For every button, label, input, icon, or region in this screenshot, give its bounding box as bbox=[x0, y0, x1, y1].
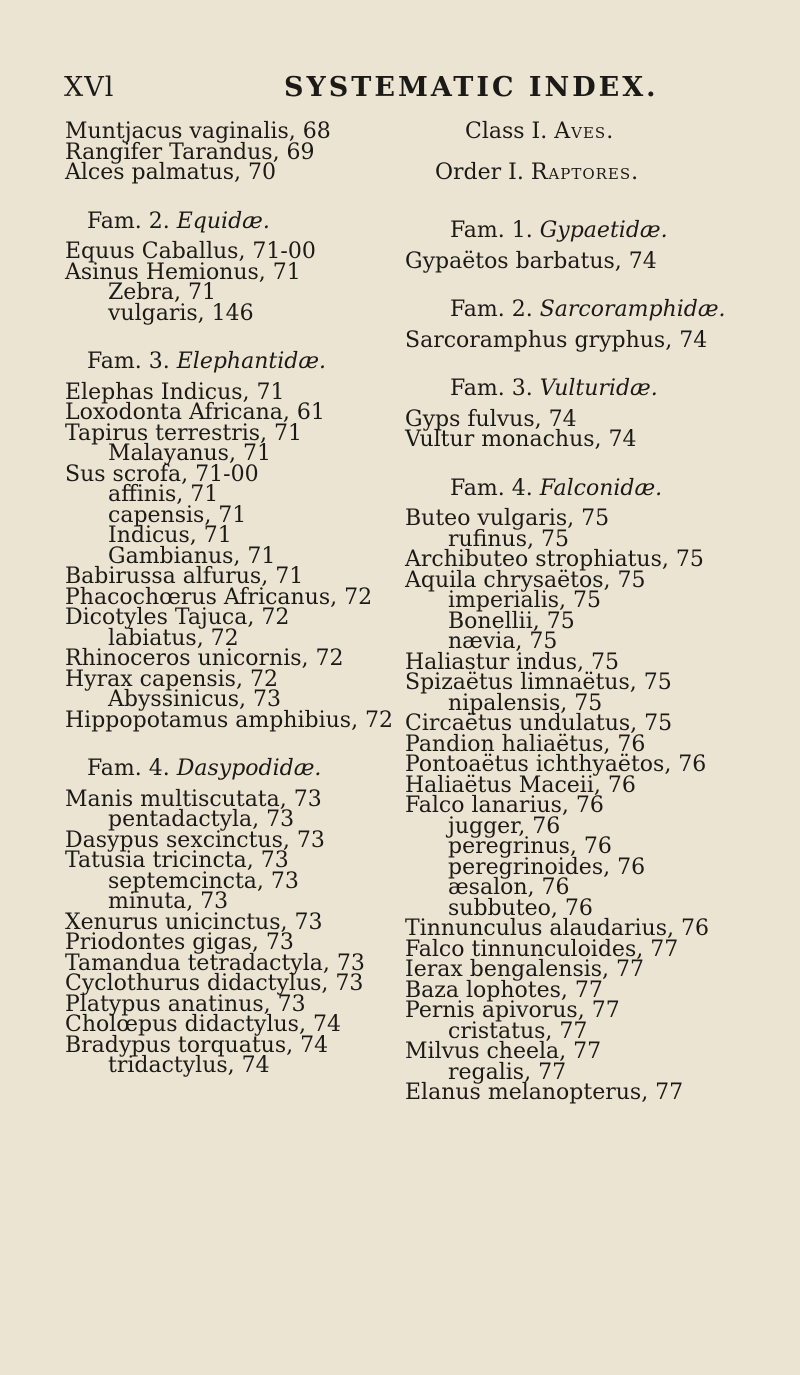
index-entry: Aquila chrysaëtos, 75 bbox=[405, 567, 646, 593]
index-entry: Pandion haliaëtus, 76 bbox=[405, 731, 646, 757]
family-heading bbox=[65, 756, 420, 781]
right-column bbox=[405, 119, 785, 1105]
index-entry: Sarcoramphus gryphus, 74 bbox=[405, 327, 708, 353]
family-heading bbox=[405, 376, 785, 401]
heading-name: Raptores. bbox=[530, 159, 640, 185]
index-subentry: jugger, 76 bbox=[448, 813, 561, 839]
index-entry: Spizaëtus limnaëtus, 75 bbox=[405, 670, 672, 695]
heading-prefix: Fam. 3. bbox=[87, 349, 177, 374]
index-subentry: septemcincta, 73 bbox=[108, 868, 299, 894]
index-entry: Priodontes gigas, 73 bbox=[65, 930, 294, 955]
spacer bbox=[405, 351, 785, 379]
heading-name: Falconidæ. bbox=[539, 475, 663, 501]
index-entry: Archibuteo strophiatus, 75 bbox=[405, 547, 704, 572]
index-entry: Tamandua tetradactyla, 73 bbox=[65, 950, 365, 976]
index-entry: Manis multiscutata, 73 bbox=[65, 786, 322, 812]
index-subentry: tridactylus, 74 bbox=[108, 1053, 270, 1078]
index-subentry: capensis, 71 bbox=[108, 502, 247, 528]
index-subentry: nipalensis, 75 bbox=[448, 690, 603, 716]
index-subentry: minuta, 73 bbox=[108, 889, 229, 914]
page-header bbox=[0, 66, 800, 106]
spacer bbox=[405, 183, 785, 193]
index-entry: Haliastur indus, 75 bbox=[405, 649, 620, 675]
index-entry: Tatusia tricincta, 73 bbox=[65, 848, 289, 873]
index-subentry: vulgaris, 146 bbox=[108, 300, 254, 326]
index-subentry: labiatus, 72 bbox=[108, 625, 239, 651]
index-entry: Dasypus sexcinctus, 73 bbox=[65, 827, 325, 853]
index-entry: Vultur monachus, 74 bbox=[405, 427, 637, 452]
index-subentry: regalis, 77 bbox=[448, 1059, 567, 1085]
class-heading bbox=[405, 119, 785, 144]
index-entry: Hyrax capensis, 72 bbox=[65, 666, 278, 692]
index-entry: Cyclothurus didactylus, 73 bbox=[65, 971, 364, 996]
index-subentry: Bonellii, 75 bbox=[448, 608, 575, 634]
heading-name: Equidæ. bbox=[176, 208, 270, 234]
index-subentry: rufinus, 75 bbox=[448, 526, 569, 552]
index-entry: Platypus anatinus, 73 bbox=[65, 991, 306, 1017]
heading-prefix: Class I. bbox=[465, 119, 555, 144]
heading-prefix: Fam. 4. bbox=[87, 756, 177, 781]
index-entry: Falco lanarius, 76 bbox=[405, 793, 604, 818]
index-entry: Haliaëtus Maceii, 76 bbox=[405, 772, 636, 798]
family-heading bbox=[405, 218, 785, 243]
index-subentry: affinis, 71 bbox=[108, 482, 219, 507]
index-subentry: pentadactyla, 73 bbox=[108, 807, 295, 832]
order-heading bbox=[405, 159, 785, 185]
index-entry: Elephas Indicus, 71 bbox=[65, 379, 285, 405]
spacer bbox=[65, 184, 420, 212]
index-entry: Gyps fulvus, 74 bbox=[405, 406, 577, 432]
left-column bbox=[65, 119, 420, 1078]
spacer bbox=[65, 324, 420, 352]
spacer bbox=[405, 193, 785, 221]
heading-prefix: Fam. 2. bbox=[87, 208, 177, 234]
heading-prefix: Order I. bbox=[435, 159, 531, 185]
spacer bbox=[405, 143, 785, 153]
index-subentry: æsalon, 76 bbox=[448, 875, 570, 900]
index-entry: Baza lophotes, 77 bbox=[405, 977, 603, 1003]
index-entry: Phacochœrus Africanus, 72 bbox=[65, 584, 373, 610]
running-title: SYSTEMATIC INDEX. bbox=[284, 72, 659, 103]
family-heading bbox=[65, 349, 420, 374]
index-subentry: nævia, 75 bbox=[448, 629, 558, 654]
index-subentry: subbuteo, 76 bbox=[448, 895, 593, 921]
page-number: XVl bbox=[64, 72, 115, 103]
heading-prefix: Fam. 4. bbox=[450, 475, 540, 501]
index-entry: Ierax bengalensis, 77 bbox=[405, 957, 645, 982]
index-entry: Rangifer Tarandus, 69 bbox=[65, 139, 315, 165]
index-subentry: peregrinus, 76 bbox=[448, 834, 612, 859]
index-entry: Sus scrofa, 71-00 bbox=[65, 461, 259, 487]
index-entry: Babirussa alfurus, 71 bbox=[65, 564, 304, 589]
heading-name: Dasypodidæ. bbox=[176, 756, 322, 781]
index-entry: Buteo vulgaris, 75 bbox=[405, 506, 610, 531]
index-entry: Tapirus terrestris, 71 bbox=[65, 420, 303, 446]
spacer bbox=[405, 451, 785, 479]
spacer bbox=[65, 731, 420, 759]
index-subentry: Abyssinicus, 73 bbox=[108, 687, 281, 712]
heading-prefix: Fam. 3. bbox=[450, 376, 540, 401]
heading-name: Elephantidæ. bbox=[176, 349, 327, 374]
family-heading bbox=[405, 475, 785, 501]
family-heading bbox=[65, 208, 420, 234]
heading-name: Gypaetidæ. bbox=[539, 218, 668, 243]
index-entry: Xenurus unicinctus, 73 bbox=[65, 909, 323, 935]
index-entry: Equus Caballus, 71-00 bbox=[65, 239, 316, 264]
index-entry: Pontoaëtus ichthyaëtos, 76 bbox=[405, 752, 707, 777]
index-entry: Pernis apivorus, 77 bbox=[405, 998, 620, 1023]
index-entry: Elanus melanopterus, 77 bbox=[405, 1080, 684, 1105]
index-subentry: cristatus, 77 bbox=[448, 1018, 588, 1044]
index-entry: Milvus cheela, 77 bbox=[405, 1039, 602, 1064]
heading-prefix: Fam. 1. bbox=[450, 218, 540, 243]
index-entry: Dicotyles Tajuca, 72 bbox=[65, 605, 290, 630]
heading-name: Sarcoramphidæ. bbox=[539, 297, 726, 322]
index-entry: Rhinoceros unicornis, 72 bbox=[65, 646, 344, 671]
index-entry: Asinus Hemionus, 71 bbox=[65, 259, 301, 285]
index-subentry: Gambianus, 71 bbox=[108, 543, 276, 569]
heading-name: Vulturidæ. bbox=[539, 376, 658, 401]
index-entry: Tinnunculus alaudarius, 76 bbox=[405, 916, 709, 941]
heading-name: Aves. bbox=[554, 119, 615, 144]
family-heading bbox=[405, 297, 785, 322]
index-subentry: Malayanus, 71 bbox=[108, 441, 271, 466]
index-entry: Hippopotamus amphibius, 72 bbox=[65, 707, 394, 733]
index-entry: Gypaëtos barbatus, 74 bbox=[405, 248, 657, 274]
index-subentry: Indicus, 71 bbox=[108, 523, 232, 548]
index-entry: Bradypus torquatus, 74 bbox=[65, 1032, 329, 1058]
index-entry: Loxodonta Africana, 61 bbox=[65, 400, 325, 425]
index-entry: Falco tinnunculoides, 77 bbox=[405, 936, 679, 962]
index-subentry: peregrinoides, 76 bbox=[448, 854, 646, 880]
index-entry: Alces palmatus, 70 bbox=[65, 160, 277, 185]
index-subentry: Zebra, 71 bbox=[108, 280, 217, 305]
index-entry: Circaëtus undulatus, 75 bbox=[405, 711, 673, 736]
index-entry: Cholœpus didactylus, 74 bbox=[65, 1012, 341, 1037]
index-entry: Muntjacus vaginalis, 68 bbox=[65, 119, 331, 144]
spacer bbox=[405, 272, 785, 300]
index-subentry: imperialis, 75 bbox=[448, 588, 602, 613]
heading-prefix: Fam. 2. bbox=[450, 297, 540, 322]
